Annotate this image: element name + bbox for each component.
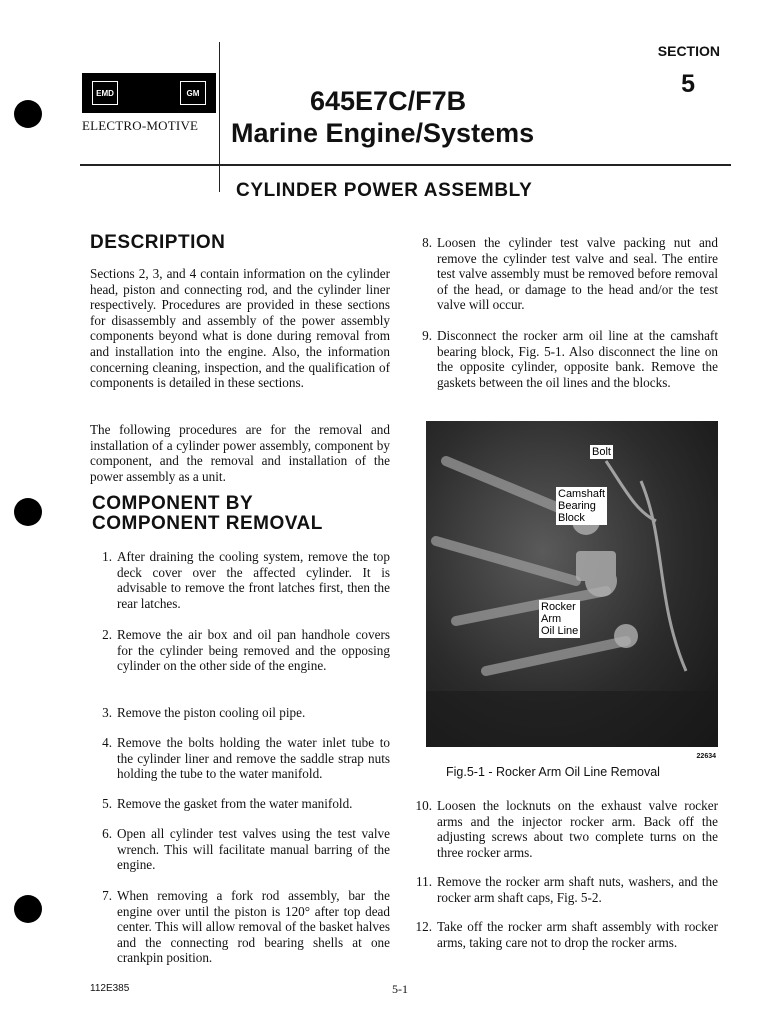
step-10 [412,798,718,862]
step-number: 1. [102,549,112,564]
step-text: Remove the bolts holding the water inlet tube to the cylinder liner and remove the saddle strap nuts holding the tube to the water manifold. [117,735,390,782]
emd-logo-icon: EMD [92,81,118,105]
binder-hole-1 [14,100,42,128]
page-title: Marine Engine/Systems [231,118,535,148]
step-6 [92,826,390,874]
engine-photo-illustration [426,421,718,747]
step-2 [92,627,390,691]
model-number: 645E7C/F7B [310,86,467,116]
step-number: 4. [102,735,112,750]
step-text: Remove the air box and oil pan handhole covers for the cylinder being removed and the opposing cylinder on the other side of the engine. [117,627,390,674]
step-4 [92,735,390,783]
step-11 [412,874,718,906]
removal-heading [92,494,323,534]
section-number: 5 [681,70,695,98]
step-8 [412,235,718,315]
step-number: 12. [415,919,432,934]
callout-bolt: Bolt [592,446,611,458]
step-number: 8. [422,235,432,250]
binder-hole-2 [14,498,42,526]
figure-caption: Fig.5-1 - Rocker Arm Oil Line Removal [446,765,660,779]
step-number: 9. [422,328,432,343]
step-text: After draining the cooling system, remove the top deck cover over the affected cylinder. It is advisable to remove the front latches first, then the rear latches. [117,549,390,611]
step-number: 5. [102,796,112,811]
step-text: Open all cylinder test valves using the test valve wrench. This will facilitate manual barring of the engine. [117,826,390,873]
description-paragraph-2: The following procedures are for the removal and installation of a cylinder power assembly, component by component, and the removal and installation of the power assembly as a unit. [90,422,390,484]
logo-block [82,73,216,113]
removal-heading-line-1: COMPONENT BY [92,493,254,514]
step-number: 11. [416,874,432,889]
description-heading: DESCRIPTION [90,232,226,253]
header-horizontal-rule [80,164,731,166]
removal-heading-line-2: COMPONENT REMOVAL [92,513,323,534]
callout-camshaft-bearing-block [556,487,607,525]
photo-number: 22634 [696,753,716,760]
document-number: 112E385 [90,983,130,994]
step-text: Loosen the locknuts on the exhaust valve rocker arms and the injector rocker arm. Back off the adjusting screws about two complete turns on the three rocker arms. [437,798,718,860]
step-number: 7. [102,888,112,903]
step-1 [92,549,390,613]
callout-camshaft-line-1: Camshaft [558,488,606,500]
step-number: 6. [102,826,112,841]
section-label: SECTION [657,43,720,59]
logo-text: ELECTRO-MOTIVE [82,118,199,133]
step-number: 3. [102,705,112,720]
step-12 [412,919,718,967]
step-5 [92,796,390,814]
step-text: Remove the piston cooling oil pipe. [117,705,306,720]
step-number: 10. [415,798,432,813]
step-3 [92,705,390,723]
callout-rocker-line-3: Oil Line [541,625,579,637]
step-text: Remove the rocker arm shaft nuts, washers, and the rocker arm shaft caps, Fig. 5-2. [437,874,718,905]
step-7 [92,888,390,968]
binder-hole-3 [14,895,42,923]
callout-rocker-line-1: Rocker [541,601,576,613]
callout-rocker-arm-oil-line [539,600,580,638]
gm-badge-icon: GM [180,81,206,105]
step-text: Take off the rocker arm shaft assembly with rocker arms, taking care not to drop the rocker arms. [437,919,718,950]
page-subtitle: CYLINDER POWER ASSEMBLY [236,180,533,201]
step-number: 2. [102,627,112,642]
step-text: Loosen the cylinder test valve packing nut and remove the cylinder test valve and seal. The entire test valve assembly must be removed before removal of the head, or damage to the head and/or the test valve will occur. [437,235,718,313]
engine-photo [426,421,718,747]
callout-rocker-line-2: Arm [541,613,562,625]
description-paragraph-1: Sections 2, 3, and 4 contain information on the cylinder head, piston and connecting rod, and the cylinder liner respectively. Procedures are provided in these sections for disassembly and assembly of the power assembly components beyond what is done during removal from and installation into the engine. Also, the information concerning cleaning, inspection, and the qualification of components is detailed in these sections. [90,266,390,391]
callout-camshaft-line-2: Bearing [558,500,596,512]
callout-camshaft-line-3: Block [558,512,585,524]
step-text: Disconnect the rocker arm oil line at the camshaft bearing block, Fig. 5-1. Also disconnect the line on the opposite cylinder, opposite bank. Remove the gaskets between the oil lines and the blocks. [437,328,718,390]
header-vertical-rule [219,42,220,192]
step-9 [412,328,718,408]
page-number: 5-1 [392,982,408,996]
step-text: Remove the gasket from the water manifold. [117,796,353,811]
step-text: When removing a fork rod assembly, bar the engine over until the piston is 120° after top dead center. This will allow removal of the basket halves and the connecting rod bearing shells at one crankpin position. [117,888,390,966]
